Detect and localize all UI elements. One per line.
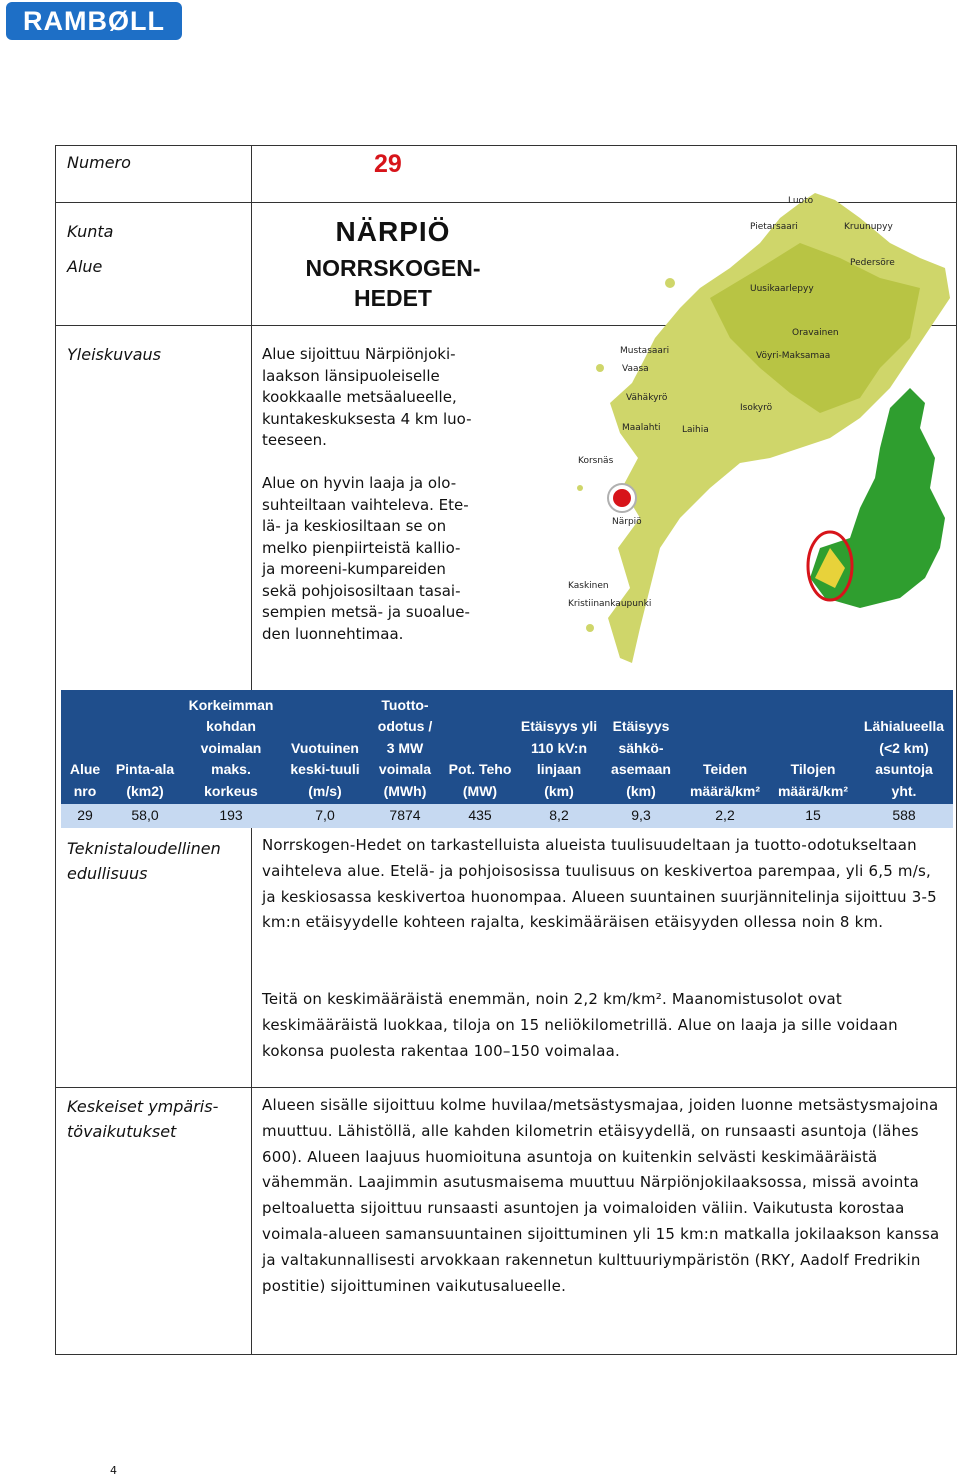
data-table-header [61, 690, 953, 804]
map-label: Närpiö [612, 517, 642, 527]
general-description: Alue sijoittuu Närpiönjoki- laakson länsipuoleiselle kookkaalle metsäalueelle, kuntakeskuksesta 4 km luo- teeseen. Alue on hyvin laaja ja olo- suhteiltaan vaihteleva. Ete- lä- ja keskiosiltaan se on melko pienpiirteistä kallio- ja moreeni-kumpareiden sekä pohjoisosiltaan tasai- sempien metsä- ja suoalue- den luonnehtimaa. [262, 345, 472, 643]
map-label: Maalahti [622, 423, 661, 433]
map-label: Luoto [788, 196, 814, 206]
page-number: 4 [110, 1464, 117, 1477]
map-label: Kristiinankaupunki [568, 599, 652, 609]
map-label: Korsnäs [578, 456, 614, 466]
table-cell: 435 [468, 807, 492, 823]
municipality-name: NÄRPIÖ [335, 216, 451, 247]
technical-economic-text-2: Teitä on keskimääräistä enemmän, noin 2,2 km/km². Maanomistusolot ovat keskimääräistä luokkaa, tiloja on 15 neliökilometrillä. Alue on laaja ja sille voidaan kokonsa puolesta rakentaa 100–150 voimalaa. [262, 990, 898, 1060]
column-divider-lower [251, 827, 252, 1355]
environmental-impacts-text: Alueen sisälle sijoittuu kolme huvilaa/metsästysmajaa, joiden luonne metsästysmajoina muuttuu. Lähistöllä, alle kahden kilometrin etäisyydellä, on runsaasti asuntoja (lähes 600). Alueen laajuus huomioituna asuntoja on kuitenkin selvästi keskimääräistä vähemmän. Laajimmin asutusmaisema muuttuu Närpiönjokilaaksossa, missä avointa peltoaluetta sijoittuu runsaasti asuntojen ja voimaloiden väliin. Vaikutusta korostaa voimala-alueen samansuuntainen sijoittuminen yli 15 km:n matkalla jokilaakson kanssa ja valtakunnallisesti arvokkaan rakennetun kulttuuriympäristön (RKY, Aadolf Fredrikin postitie) sijoittuminen vaikutusalueelle. [262, 1096, 940, 1295]
label-alue: Alue [67, 257, 103, 276]
col-header: Korkeimman kohdan voimalan maks. korkeus [188, 696, 274, 799]
label-numero: Numero [67, 153, 131, 172]
col-header: Tilojen määrä/km² [777, 761, 849, 799]
area-name: NORRSKOGEN- HEDET [305, 255, 481, 311]
table-cell: 7,0 [315, 807, 335, 823]
map-label: Vöyri-Maksamaa [756, 351, 831, 361]
col-header: Vuotuinen keski-tuuli (m/s) [290, 739, 360, 799]
col-header: Etäisyys yli 110 kV:n linjaan (km) [520, 718, 598, 799]
island [596, 364, 604, 372]
table-cell: 15 [805, 807, 821, 823]
site-marker-dot [613, 489, 631, 507]
label-teknis: Teknistaloudellinen edullisuus [67, 839, 221, 883]
map-label: Laihia [682, 425, 709, 435]
map-label: Vähäkyrö [626, 393, 668, 403]
table-cell: 7874 [389, 807, 421, 823]
map-label: Kaskinen [568, 581, 609, 591]
ramboll-logo: RAMBØLL [6, 2, 182, 40]
island [586, 624, 594, 632]
map-label: Pietarsaari [750, 222, 798, 232]
map-label: Uusikaarlepyy [750, 284, 814, 294]
table-cell: 29 [77, 807, 93, 823]
map-label: Vaasa [622, 364, 649, 374]
table-cell: 58,0 [131, 807, 159, 823]
label-keskeiset: Keskeiset ympäris-tövaikutukset [67, 1097, 219, 1141]
col-header: Etäisyys sähkö- asemaan (km) [611, 718, 671, 799]
table-cell: 193 [219, 807, 243, 823]
col-header: Pot. Teho (MW) [448, 761, 512, 799]
island [665, 278, 675, 288]
island [577, 485, 583, 491]
map-label: Kruunupyy [844, 222, 893, 232]
area-number: 29 [374, 150, 402, 178]
row-divider [55, 1087, 957, 1088]
label-yleiskuvaus: Yleiskuvaus [67, 345, 161, 364]
table-cell: 9,3 [631, 807, 651, 823]
location-map [560, 188, 956, 674]
table-cell: 8,2 [549, 807, 569, 823]
col-header: Pinta-ala (km2) [115, 761, 175, 799]
technical-economic-text: Norrskogen-Hedet on tarkastelluista alueista tuulisuudeltaan ja tuotto-odotukseltaan vaihteleva alue. Etelä- ja pohjoisosissa tuulisuus on keskivertoa parempaa, yli 6,5 m/s, ja keskiosassa keskivertoa huonompaa. Alueen suuntainen suurjännitelinja sijoittuu 3-5 km:n etäisyydelle kohteen rajalta, keskimääräisen etäisyyden ollessa noin 8 km. [262, 836, 937, 932]
map-label: Oravainen [792, 328, 839, 338]
col-header: Tuotto- odotus / 3 MW voimala (MWh) [377, 696, 433, 799]
table-cell: 2,2 [715, 807, 735, 823]
label-kunta: Kunta [67, 222, 114, 241]
map-label: Mustasaari [620, 346, 670, 356]
col-header: Teiden määrä/km² [689, 761, 761, 799]
table-row [61, 804, 953, 828]
map-label: Isokyrö [740, 403, 773, 413]
map-label: Pedersöre [850, 258, 895, 268]
col-header: Alue nro [69, 761, 101, 799]
col-header: Lähialueella (<2 km) asuntoja yht. [863, 718, 945, 799]
table-cell: 588 [892, 807, 916, 823]
